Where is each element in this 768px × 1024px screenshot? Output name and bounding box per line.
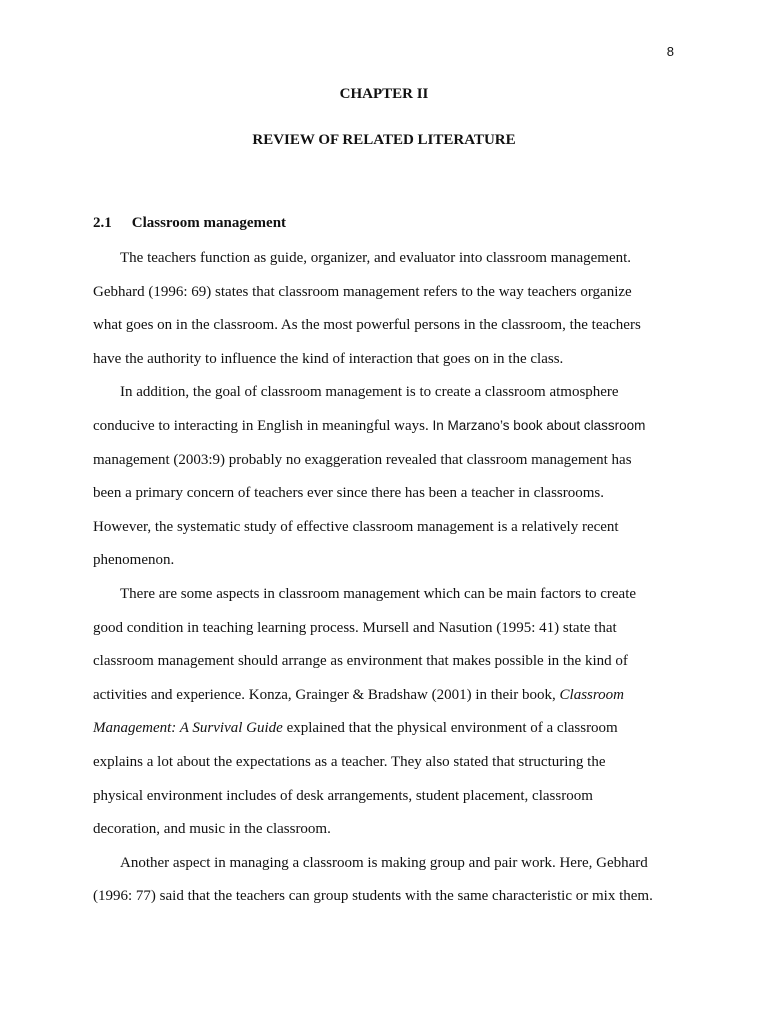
text-segment: explained that the physical environment of a classroom xyxy=(282,720,618,737)
text-line: been a primary concern of teachers ever since there has been a teacher in classrooms. xyxy=(93,485,604,502)
text-line: physical environment includes of desk arrangements, student placement, classroom xyxy=(93,787,593,804)
text-line: management (2003:9) probably no exaggeration revealed that classroom management has xyxy=(93,451,632,468)
text-segment: activities and experience. Konza, Grainger & Bradshaw (2001) in their book, xyxy=(93,686,560,703)
text-line: classroom management should arrange as environment that makes possible in the kind of xyxy=(93,653,628,670)
text-line: phenomenon. xyxy=(93,552,175,569)
page-number: 8 xyxy=(666,44,674,59)
text-line xyxy=(93,718,673,752)
chapter-label: CHAPTER II xyxy=(339,86,429,102)
text-line: However, the systematic study of effective classroom management is a relatively recent xyxy=(93,518,619,535)
section-number: 2.1 xyxy=(93,215,112,231)
text-line: In addition, the goal of classroom management is to create a classroom atmosphere xyxy=(120,384,619,401)
text-line: There are some aspects in classroom management which can be main factors to create xyxy=(120,585,637,602)
section-title: Classroom management xyxy=(131,215,287,231)
text-line: what goes on in the classroom. As the most powerful persons in the classroom, the teachers xyxy=(93,317,641,334)
text-line: good condition in teaching learning process. Mursell and Nasution (1995: 41) state that xyxy=(93,619,617,636)
body-text xyxy=(93,248,673,920)
section-heading xyxy=(93,215,286,232)
text-line xyxy=(93,685,673,719)
book-title-italic: Classroom xyxy=(559,686,624,703)
text-segment: conducive to interacting in English in meaningful ways. xyxy=(93,417,433,434)
text-line: (1996: 77) said that the teachers can group students with the same characteristic or mix them. xyxy=(93,888,653,905)
text-line: have the authority to influence the kind of interaction that goes on in the class. xyxy=(93,350,564,367)
book-title-italic: Management: A Survival Guide xyxy=(93,720,283,737)
text-line: explains a lot about the expectations as a teacher. They also stated that structuring the xyxy=(93,753,606,770)
text-line xyxy=(93,416,673,450)
text-line: Another aspect in managing a classroom is making group and pair work. Here, Gebhard xyxy=(120,854,648,871)
text-line: decoration, and music in the classroom. xyxy=(93,821,331,838)
text-segment-alt-font: In Marzano’s book about classroom xyxy=(432,417,646,433)
text-line: The teachers function as guide, organizer, and evaluator into classroom management. xyxy=(120,250,632,266)
chapter-title: REVIEW OF RELATED LITERATURE xyxy=(252,132,516,148)
text-line: Gebhard (1996: 69) states that classroom management refers to the way teachers organize xyxy=(93,283,632,300)
